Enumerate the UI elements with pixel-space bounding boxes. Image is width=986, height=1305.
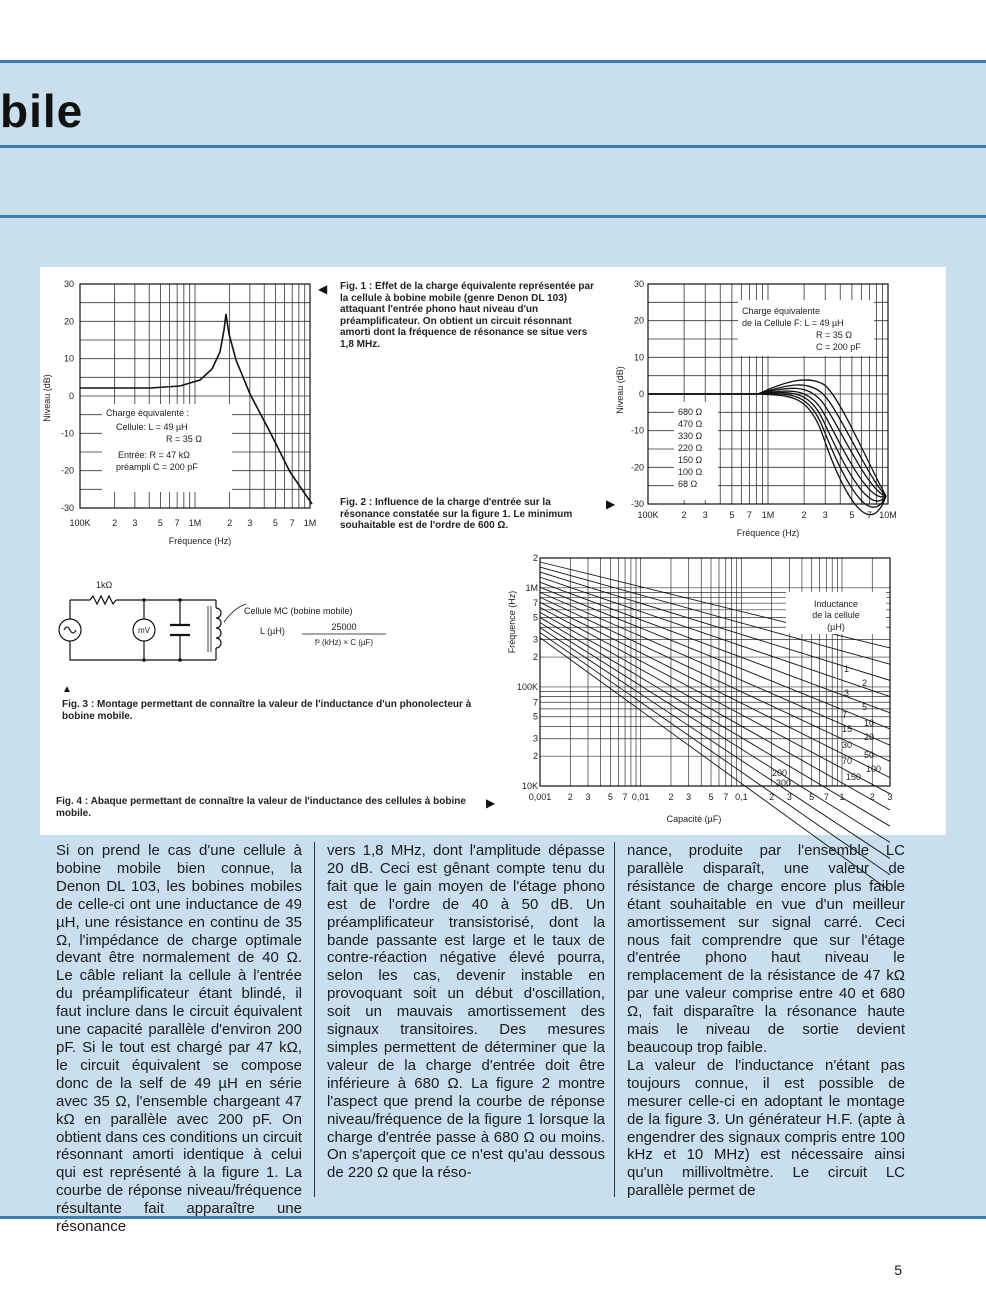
fig2-x-tick: 3 — [702, 510, 708, 520]
fig4-inductance-label: 70 — [842, 756, 853, 766]
fig4-y-tick: 7 — [532, 697, 538, 708]
fig2-chart — [615, 272, 910, 544]
header-rule-1 — [0, 60, 986, 63]
fig2-x-tick: 3 — [822, 510, 828, 520]
fig4-chart — [504, 552, 906, 828]
fig1-x-tick: 3 — [247, 518, 253, 528]
fig1-x-tick: 3 — [132, 518, 138, 528]
fig1-x-tick: 1M — [188, 518, 202, 528]
body-paragraph-4: La valeur de l'inductance n'étant pas toujours connue, il est possible de mesurer celle-ci en adoptant le montage de la figure 3. Un générateur H.F. (apte à engendrer des signaux compris entre 100 kHz et 10 MHz) est nécessaire ainsi qu'un millivoltmètre. Le circuit LC parallèle permet de — [627, 1056, 905, 1200]
fig4-inductance-label: 30 — [842, 740, 853, 750]
fig4-y-tick: 5 — [532, 711, 538, 722]
fig2-caption-arrow: ▶ — [606, 497, 616, 511]
header-band — [0, 60, 986, 236]
fig2-caption: Fig. 2 : Influence de la charge d'entrée sur la résonance constatée sur la figure 1. Le minimum souhaitable est de l'ordre de 600 Ω. — [340, 497, 573, 531]
fig4-y-tick: 5 — [532, 612, 538, 623]
fig2-x-tick: 2 — [681, 510, 687, 520]
fig3-coil — [216, 608, 221, 648]
page-number: 5 — [894, 1262, 902, 1278]
fig2-x-tick: 10M — [879, 510, 897, 520]
fig2-legend-0: Charge équivalente — [742, 306, 821, 316]
fig4-x-axis-label: Capacité (µF) — [666, 814, 722, 824]
fig3-circuit — [56, 572, 406, 672]
header-title: bile — [0, 85, 84, 137]
fig4-legend-2: (µH) — [827, 622, 845, 632]
fig4-x-tick: 3 — [686, 792, 692, 802]
fig2-y-tick: 0 — [638, 389, 644, 399]
column-divider-2 — [614, 842, 615, 1197]
body-paragraph-3: nance, produite par l'ensemble LC parallèle disparaît, une valeur de résistance de charge encore plus faible étant souhaitable en vue d'un meilleur amortissement sur signal carré. Ceci nous fait comprendre que sur l'étage d'entrée phono haut niveau le remplacement de la résistance de 47 kΩ par une valeur comprise entre 40 et 680 Ω, fait disparaître la résonance haute mais le niveau de sortie devient beaucoup trop faible. — [627, 842, 905, 1056]
fig1-chart — [40, 272, 330, 552]
fig4-x-tick: 5 — [708, 792, 714, 802]
fig4-y-tick: 3 — [532, 733, 538, 744]
fig4-x-tick: 1 — [839, 792, 845, 802]
fig1-legend-0: Charge équivalente : — [106, 408, 190, 418]
fig1-x-tick: 1M — [303, 518, 317, 528]
fig1-y-tick: -20 — [60, 465, 74, 476]
fig4-y-tick: 3 — [532, 634, 538, 645]
fig4-y-tick: 2 — [532, 553, 538, 563]
fig4-inductance-label: 2 — [862, 678, 868, 688]
fig1-x-tick: 7 — [289, 518, 295, 528]
fig4-inductance-label: 5 — [862, 702, 868, 712]
fig3-caption-arrow: ▲ — [62, 684, 72, 695]
fig3-formula-num: 25000 — [331, 622, 357, 632]
fig2-x-tick: 1M — [761, 510, 775, 520]
fig4-y-tick: 2 — [532, 751, 538, 762]
fig1-x-tick: 2 — [112, 518, 118, 528]
header-rule-2 — [0, 145, 986, 148]
body-paragraph-2: vers 1,8 MHz, dont l'amplitude dépasse 20 dB. Ceci est gênant compte tenu du fait que le gain moyen de l'étage phono est de l'ordre de 40 à 50 dB. Un préamplificateur transistorisé, dont la bande passante est large et le taux de contre-réaction négative élevé pourra, selon les cas, devenir instable en provoquant soit un début d'oscillation, soit un mauvais amortissement des signaux transitoires. Des mesures simples permettent de déterminer que la valeur de la charge d'entrée doit être inférieure à 680 Ω. La figure 2 montre l'aspect que prend la courbe de réponse niveau/fréquence de la figure 1 lorsque la charge d'entrée passe à 680 Ω ou moins. On s'aperçoit que ce n'est qu'au dessous de 220 Ω que la réso- — [327, 842, 605, 1182]
fig4-x-tick: 5 — [809, 792, 815, 802]
fig1-y-axis-label: Niveau (dB) — [42, 374, 52, 422]
fig1-legend-1: Cellule: L = 49 µH — [116, 422, 188, 432]
fig3-capacitor — [170, 625, 190, 635]
fig4-x-tick: 2 — [869, 792, 875, 802]
fig2-load-label: 680 Ω — [678, 407, 703, 417]
fig2-y-tick: 10 — [633, 352, 644, 363]
fig2-y-tick: -20 — [630, 462, 644, 473]
column-divider-1 — [314, 842, 315, 1197]
fig1-y-tick: 20 — [63, 316, 74, 327]
fig4-inductance-label: 10 — [864, 718, 875, 728]
fig1-caption-arrow: ◀ — [318, 282, 328, 296]
fig4-y-tick: 100K — [516, 681, 538, 692]
fig4-x-tick: 3 — [887, 792, 893, 802]
fig4-x-tick: 5 — [607, 792, 613, 802]
body-column-2 — [327, 842, 605, 1182]
fig1-y-tick: -10 — [60, 428, 74, 439]
fig2-x-tick: 2 — [801, 510, 807, 520]
fig1-legend-2: R = 35 Ω — [166, 434, 202, 444]
fig4-x-tick: 0,01 — [631, 792, 650, 802]
fig4-legend-0: Inductance — [813, 599, 859, 609]
fig4-x-tick: 7 — [622, 792, 628, 802]
fig2-load-label: 220 Ω — [678, 443, 703, 453]
fig4-caption-arrow: ▶ — [486, 796, 496, 810]
fig4-x-tick: 2 — [769, 792, 775, 802]
fig4-x-tick: 7 — [823, 792, 829, 802]
body-column-1 — [56, 842, 302, 1236]
fig3-caption: Fig. 3 : Montage permettant de connaître la valeur de l'inductance d'un phonolecteur à bobine mobile. — [62, 699, 472, 722]
fig2-legend-2: R = 35 Ω — [816, 330, 852, 340]
fig4-legend-1: de la cellule — [812, 610, 860, 620]
fig1-x-tick: 7 — [174, 518, 180, 528]
fig2-load-label: 330 Ω — [678, 431, 703, 441]
fig4-x-tick: 0,001 — [528, 792, 552, 802]
fig4-x-tick: 2 — [668, 792, 674, 802]
fig2-x-tick: 5 — [729, 510, 735, 520]
body-column-3 — [627, 842, 905, 1200]
fig4-y-axis-label: Fréquence (Hz) — [507, 590, 517, 654]
fig1-y-tick: 30 — [63, 279, 74, 289]
fig1-x-axis-label: Fréquence (Hz) — [168, 536, 232, 546]
fig2-load-label: 100 Ω — [678, 467, 703, 477]
fig4-x-tick: 0,1 — [735, 792, 748, 802]
fig4-x-tick: 2 — [567, 792, 573, 802]
fig4-y-tick: 1M — [525, 582, 538, 593]
fig4-inductance-label: 1 — [844, 664, 850, 674]
fig2-x-tick: 5 — [849, 510, 855, 520]
fig4-y-tick: 2 — [532, 652, 538, 663]
fig1-x-tick: 5 — [157, 518, 163, 528]
fig2-legend-1: de la Cellule F: L = 49 µH — [742, 318, 844, 328]
fig2-x-axis-label: Fréquence (Hz) — [736, 528, 800, 538]
fig4-inductance-label: 100 — [866, 764, 882, 774]
fig1-y-tick: -30 — [60, 503, 74, 513]
fig4-caption: Fig. 4 : Abaque permettant de connaître la valeur de l'inductance des cellules à bobine mobile. — [56, 796, 466, 819]
fig4-inductance-label: 20 — [864, 732, 875, 742]
fig4-inductance-label: 7 — [842, 710, 848, 720]
body-paragraph-1: Si on prend le cas d'une cellule à bobine mobile bien connue, la Denon DL 103, les bobines mobiles de celle-ci ont une inductance de 49 µH, une résistance en continu de 35 Ω, l'impédance de charge optimale devant être normalement de 40 Ω. Le câble reliant la cellule à l'entrée du préamplificateur étant blindé, il faut inclure dans le circuit équivalent une capacité parallèle d'environ 200 pF. Si le tout est chargé par 47 kΩ, le circuit équivalent se compose donc de la self de 49 µH en série avec 35 Ω, l'ensemble chargeant 47 kΩ en parallèle avec 200 pF. On obtient dans ces conditions un circuit résonnant amorti identique à celui qui est représenté à la figure 1. La courbe de réponse niveau/fréquence résultante fait apparaître une résonance — [56, 842, 302, 1236]
fig4-inductance-label: 200 — [772, 768, 788, 778]
fig2-y-tick: 20 — [633, 315, 644, 326]
header-rule-3 — [0, 215, 986, 218]
fig2-load-label: 68 Ω — [678, 479, 698, 489]
fig1-x-tick: 100K — [69, 518, 91, 528]
fig4-x-tick: 3 — [786, 792, 792, 802]
fig1-y-tick: 10 — [63, 353, 74, 364]
fig3-resistor — [90, 596, 116, 604]
fig4-x-tick: 7 — [723, 792, 729, 802]
fig1-legend-3: Entrée: R = 47 kΩ — [118, 450, 191, 460]
fig1-caption: Fig. 1 : Effet de la charge équivalente représentée par la cellule à bobine mobile (genre Denon DL 103) attaquant l'entrée phono haut niveau d'un préamplificateur. On obtient un circuit résonnant amorti dont la fréquence de résonance se situe vers 1,8 MHz. — [340, 281, 594, 350]
fig4-inductance-label: 15 — [842, 724, 853, 734]
fig2-y-tick: -30 — [630, 499, 644, 509]
fig3-cell-label: Cellule MC (bobine mobile) — [244, 606, 353, 616]
fig3-formula-lhs: L (µH) — [260, 626, 285, 636]
fig3-resistor-label: 1kΩ — [96, 580, 113, 590]
fig4-x-tick: 3 — [585, 792, 591, 802]
fig4-inductance-label: 3 — [844, 688, 850, 698]
fig1-x-tick: 2 — [227, 518, 233, 528]
fig4-y-tick: 10K — [521, 781, 538, 791]
fig4-inductance-label: 300 — [776, 778, 792, 788]
fig2-x-tick: 7 — [866, 510, 872, 520]
fig2-y-tick: -10 — [630, 425, 644, 436]
fig2-y-axis-label: Niveau (dB) — [615, 366, 625, 414]
fig1-legend-4: préampli C = 200 pF — [116, 462, 198, 472]
fig1-x-tick: 5 — [272, 518, 278, 528]
fig2-load-label: 150 Ω — [678, 455, 703, 465]
fig2-legend-3: C = 200 pF — [816, 342, 861, 352]
fig2-x-tick: 7 — [746, 510, 752, 520]
fig1-y-tick: 0 — [68, 391, 74, 401]
fig4-inductance-label: 150 — [846, 772, 862, 782]
fig3-meter-label: mV — [138, 626, 150, 635]
fig2-x-tick: 100K — [637, 510, 659, 520]
fig4-y-tick: 7 — [532, 598, 538, 609]
fig3-formula-den: f² (kHz) × C (µF) — [314, 638, 374, 647]
fig2-y-tick: 30 — [633, 279, 644, 289]
fig2-load-label: 470 Ω — [678, 419, 703, 429]
fig4-inductance-label: 50 — [864, 750, 875, 760]
